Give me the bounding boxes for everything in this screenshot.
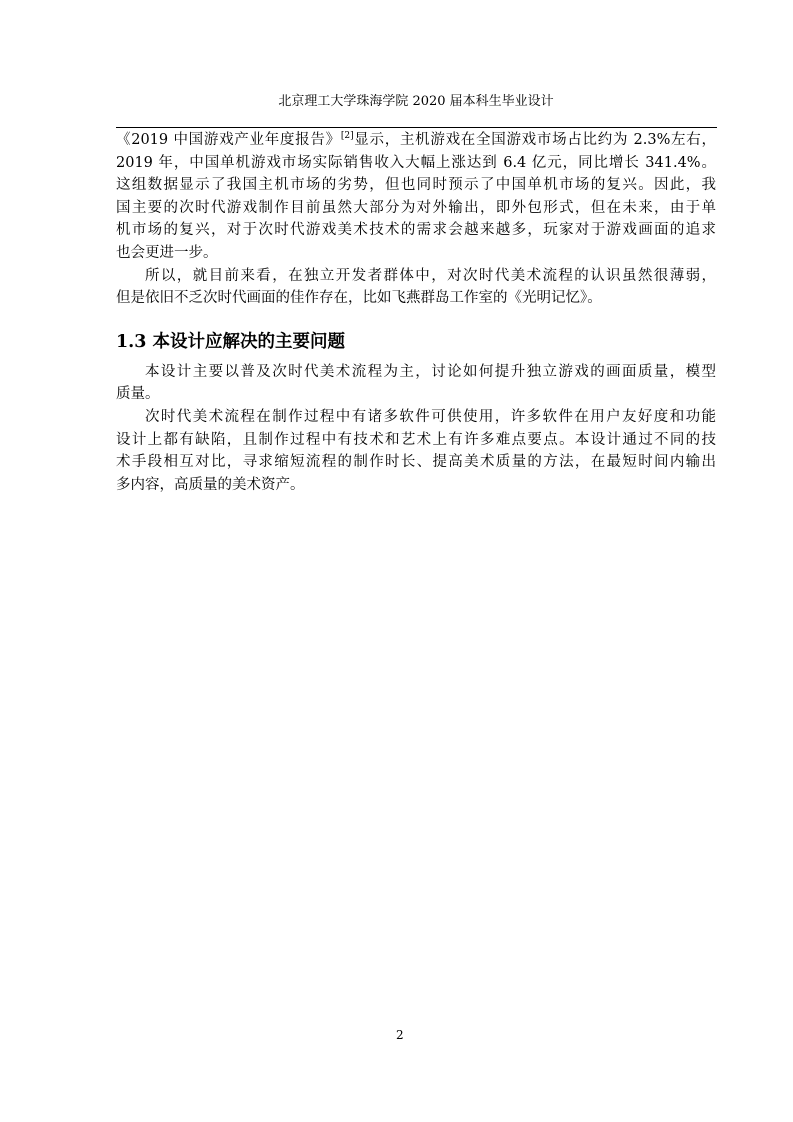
text-line: 术手段相互对比，寻求缩短流程的制作时长、提高美术质量的方法，在最短时间内输出	[116, 454, 716, 471]
report-title-text: 《2019 中国游戏产业年度报告》	[116, 132, 341, 148]
paragraph-workflow-problems	[116, 406, 716, 496]
text-line	[116, 129, 716, 152]
text-line-content: 显示，主机游戏在全国游戏市场占比约为 2.3%左右，	[353, 132, 716, 148]
text-line: 这组数据显示了我国主机市场的劣势，但也同时预示了中国单机市场的复兴。因此，我	[116, 177, 716, 194]
text-line: 本设计主要以普及次时代美术流程为主，讨论如何提升独立游戏的画面质量，模型	[145, 363, 716, 380]
paragraph-indie-developers	[116, 265, 716, 310]
section-heading: 1.3 本设计应解决的主要问题	[116, 331, 346, 352]
text-line: 机市场的复兴，对于次时代游戏美术技术的需求会越来越多，玩家对于游戏画面的追求	[116, 222, 716, 239]
text-line: 2019 年，中国单机游戏市场实际销售收入大幅上涨达到 6.4 亿元，同比增长 341.4%。	[116, 154, 716, 171]
text-line: 多内容，高质量的美术资产。	[116, 476, 305, 493]
text-line: 次时代美术流程在制作过程中有诸多软件可供使用，许多软件在用户友好度和功能	[145, 408, 716, 425]
text-line: 质量。	[116, 386, 160, 403]
paragraph-market-data	[116, 129, 716, 265]
heading-spacer	[116, 354, 716, 361]
citation-reference: [2]	[340, 131, 354, 142]
text-line: 所以，就目前来看，在独立开发者群体中，对次时代美术流程的认识虽然很薄弱，	[145, 267, 716, 284]
paragraph-design-goal	[116, 361, 716, 406]
section-spacer	[116, 310, 716, 330]
text-line: 但是依旧不乏次时代画面的佳作存在，比如飞燕群岛工作室的《光明记忆》。	[116, 290, 602, 307]
text-line: 也会更进一步。	[116, 244, 218, 261]
running-header: 北京理工大学珠海学院 2020 届本科生毕业设计	[278, 94, 554, 109]
text-line: 国主要的次时代游戏制作目前虽然大部分为对外输出，即外包形式，但在未来，由于单	[116, 199, 716, 216]
document-body	[116, 129, 716, 496]
text-line: 设计上都有缺陷，且制作过程中有技术和艺术上有许多难点要点。本设计通过不同的技	[116, 431, 716, 448]
page-number: 2	[396, 1028, 404, 1042]
header-rule	[116, 127, 717, 128]
